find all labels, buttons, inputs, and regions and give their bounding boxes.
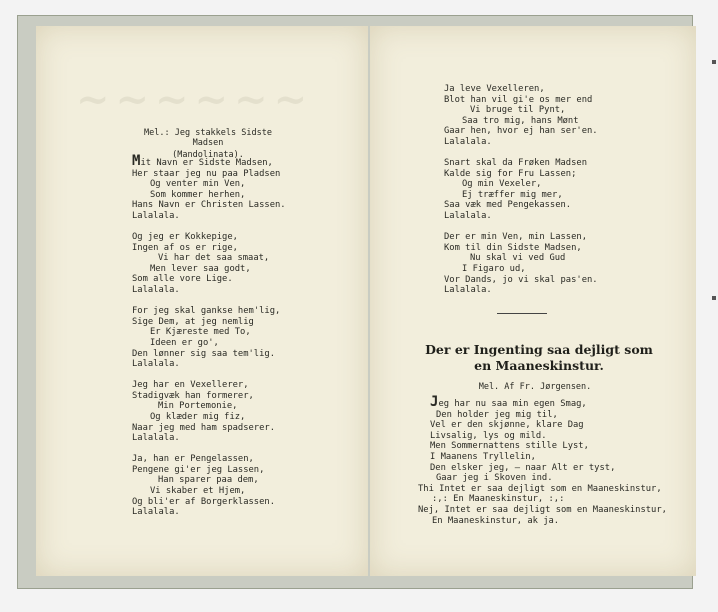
edge-mark (712, 60, 716, 64)
bleed-through-title: ~~~~~~ (76, 76, 314, 123)
verse-line: Pengene gi'er jeg Lassen, (132, 464, 265, 475)
verse-line: Her staar jeg nu paa Pladsen (132, 168, 281, 179)
verse-line: I Maanens Tryllelin, (430, 451, 536, 462)
verse-line: Nu skal vi ved Gud (470, 253, 566, 264)
verse-line: Saa tro mig, hans Mønt (462, 115, 579, 126)
verse-line: Lalalala. (132, 285, 180, 296)
title-line: Der er Ingenting saa dejligt som (425, 342, 653, 357)
verse-line: Vi skaber et Hjem, (150, 486, 246, 497)
verse-line: Ideen er go', (150, 337, 219, 348)
verse-line: Lalalala. (444, 285, 492, 296)
verse-line: Snart skal da Frøken Madsen (444, 158, 587, 169)
verse-line: En Maaneskinstur, ak ja. (432, 515, 560, 526)
verse-line: Vi bruge til Pynt, (470, 105, 566, 116)
stanza (444, 232, 684, 296)
verse-line: Som kommer herhen, (150, 189, 246, 200)
verse-line: Gaar hen, hvor ej han ser'en. (444, 126, 598, 137)
verse-line: Jeg har nu saa min egen Smag, (430, 394, 587, 410)
verse-line: Kom til din Sidste Madsen, (444, 242, 582, 253)
stanza (444, 158, 684, 222)
verse-line: Lalalala. (132, 210, 180, 221)
verse-line: Blot han vil gi'e os mer end (444, 94, 593, 105)
verse-line: Der er min Ven, min Lassen, (444, 232, 587, 243)
verse-line: Naar jeg med ham spadserer. (132, 422, 275, 433)
verse-line: Ej træffer mig mer, (462, 189, 563, 200)
title-line: en Maaneskinstur. (474, 358, 604, 373)
verse-line: Han sparer paa dem, (158, 475, 259, 486)
verse-line: Jeg har en Vexellerer, (132, 380, 249, 391)
verse-line: Og jeg er Kokkepige, (132, 232, 238, 243)
song2-body (418, 394, 690, 526)
verse-line: Saa væk med Pengekassen. (444, 200, 572, 211)
verse-line: Vi har det saa smaat, (158, 253, 270, 264)
verse-line: Hans Navn er Christen Lassen. (132, 200, 286, 211)
verse-line: Og venter min Ven, (150, 179, 246, 190)
verse-line: Er Kjæreste med To, (150, 327, 251, 338)
verse-line: Gaar jeg i Skoven ind. (436, 473, 553, 484)
verse-line: Vel er den skjønne, klare Dag (430, 420, 584, 431)
verse-line: Livsalig, lys og mild. (430, 430, 547, 441)
stanza (132, 380, 362, 444)
verse-line: :,: En Maaneskinstur, :,: (432, 494, 565, 505)
edge-mark (712, 296, 716, 300)
stanza (132, 306, 362, 370)
stanza (132, 232, 362, 296)
verse-line: Stadigvæk han formerer, (132, 390, 254, 401)
verse-line: Lalalala. (444, 211, 492, 222)
verse-line: Min Portemonie, (158, 401, 238, 412)
section-divider (497, 313, 547, 314)
right-song-body (444, 84, 684, 306)
verse-line: Og bli'er af Borgerklassen. (132, 496, 275, 507)
verse-line: I Figaro ud, (462, 263, 526, 274)
verse-line: Kalde sig for Fru Lassen; (444, 168, 577, 179)
stanza (132, 454, 362, 518)
verse-line: Og min Vexeler, (462, 179, 542, 190)
verse-line: Vor Dands, jo vi skal pas'en. (444, 274, 598, 285)
verse-line: Og klæder mig fiz, (150, 411, 246, 422)
verse-line: Den lønner sig saa tem'lig. (132, 348, 275, 359)
verse-line: Lalalala. (132, 507, 180, 518)
right-melody: Mel. Af Fr. Jørgensen. (478, 382, 592, 392)
verse-line: For jeg skal gankse hem'lig, (132, 306, 281, 317)
verse-line: Ingen af os er rige, (132, 242, 238, 253)
melody-line: (Mandolinata). (172, 150, 244, 160)
verse-line: Lalalala. (444, 136, 492, 147)
verse-line: Mit Navn er Sidste Madsen, (132, 153, 273, 169)
verse-line: Lalalala. (132, 433, 180, 444)
verse-line: Den holder jeg mig til, (436, 409, 558, 420)
verse-line: Nej, Intet er saa dejligt som en Maaneskinstur, (418, 504, 667, 515)
verse-line: Ja, han er Pengelassen, (132, 454, 254, 465)
verse-line: Som alle vore Lige. (132, 274, 233, 285)
stanza (444, 84, 684, 148)
song-title (404, 342, 674, 374)
melody-line: Mel.: Jeg stakkels Sidste Madsen (144, 128, 272, 148)
verse-line: Men lever saa godt, (150, 263, 251, 274)
verse-line: Lalalala. (132, 359, 180, 370)
verse-line: Men Sommernattens stille Lyst, (430, 441, 589, 452)
verse-line: Den elsker jeg, — naar Alt er tyst, (430, 462, 616, 473)
verse-line: Ja leve Vexelleren, (444, 84, 545, 94)
verse-line: Thi Intet er saa dejligt som en Maaneskinstur, (418, 483, 662, 494)
verse-line: Sige Dem, at jeg nemlig (132, 316, 254, 327)
